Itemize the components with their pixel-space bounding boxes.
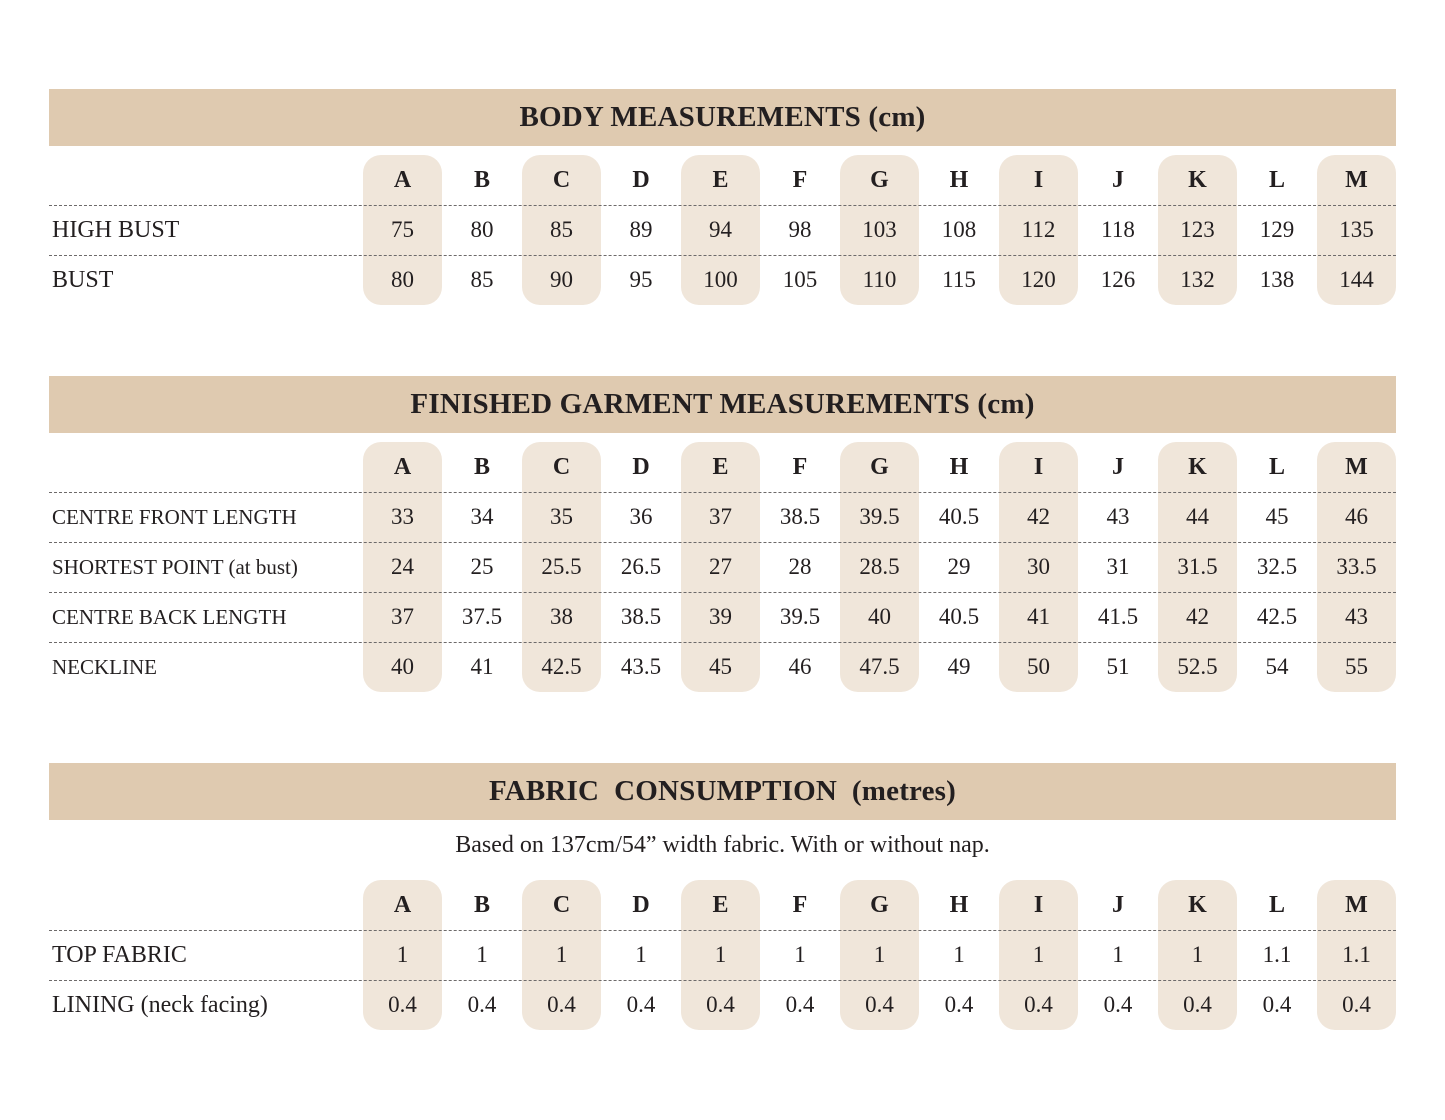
value-cell-shortest-point-g: 28.5	[859, 554, 900, 579]
size-header-f: F	[792, 891, 808, 918]
value-cell-shortest-point-a: 24	[391, 554, 414, 579]
value-cell-neckline-f: 46	[788, 654, 812, 679]
value-cell-lining-k: 0.4	[1183, 992, 1212, 1017]
value-cell-lining-b: 0.4	[467, 992, 497, 1017]
value-cell-high-bust-k: 123	[1180, 217, 1215, 242]
value-cell-centre-front-length-i: 42	[1027, 504, 1050, 529]
value-cell-bust-k: 132	[1180, 267, 1215, 292]
size-header-i: I	[1033, 891, 1044, 918]
value-cell-centre-back-length-b: 37.5	[461, 604, 503, 629]
value-cell-shortest-point-f: 28	[788, 554, 812, 579]
value-cell-top-fabric-b: 1	[476, 942, 488, 967]
value-cell-shortest-point-d: 26.5	[620, 554, 662, 579]
garment-measurements-title: FINISHED GARMENT MEASUREMENTS (cm)	[49, 376, 1396, 433]
value-cell-lining-f: 0.4	[785, 992, 815, 1017]
size-header-k: K	[1188, 891, 1207, 918]
value-cell-top-fabric-k: 1	[1191, 942, 1204, 967]
size-header-c: C	[552, 891, 571, 918]
value-cell-high-bust-d: 89	[629, 217, 653, 242]
value-cell-neckline-g: 47.5	[859, 654, 900, 679]
value-cell-neckline-a: 40	[391, 654, 414, 679]
size-header-d: D	[632, 891, 650, 918]
size-header-c: C	[552, 453, 571, 480]
value-cell-lining-e: 0.4	[706, 992, 735, 1017]
value-cell-top-fabric-a: 1	[396, 942, 409, 967]
size-header-e: E	[712, 166, 729, 193]
value-cell-shortest-point-h: 29	[947, 554, 971, 579]
value-cell-lining-m: 0.4	[1342, 992, 1371, 1017]
value-cell-bust-m: 144	[1339, 267, 1374, 292]
size-header-a: A	[393, 891, 412, 918]
size-header-l: L	[1268, 166, 1285, 193]
value-cell-centre-front-length-k: 44	[1186, 504, 1209, 529]
value-cell-lining-d: 0.4	[626, 992, 656, 1017]
size-header-k: K	[1188, 453, 1207, 480]
value-cell-high-bust-m: 135	[1339, 217, 1374, 242]
value-cell-lining-a: 0.4	[388, 992, 417, 1017]
value-cell-centre-front-length-c: 35	[550, 504, 573, 529]
size-header-c: C	[552, 166, 571, 193]
value-cell-centre-back-length-j: 41.5	[1097, 604, 1139, 629]
value-cell-top-fabric-d: 1	[635, 942, 647, 967]
value-cell-centre-back-length-m: 43	[1345, 604, 1368, 629]
value-cell-centre-front-length-j: 43	[1106, 504, 1130, 529]
value-cell-centre-front-length-m: 46	[1345, 504, 1368, 529]
size-header-j: J	[1112, 891, 1124, 918]
value-cell-top-fabric-m: 1.1	[1342, 942, 1371, 967]
value-cell-centre-back-length-e: 39	[709, 604, 732, 629]
value-cell-neckline-k: 52.5	[1177, 654, 1218, 679]
value-cell-top-fabric-j: 1	[1112, 942, 1124, 967]
value-cell-bust-e: 100	[703, 267, 738, 292]
value-cell-neckline-m: 55	[1345, 654, 1368, 679]
size-header-f: F	[792, 166, 808, 193]
value-cell-top-fabric-f: 1	[794, 942, 806, 967]
value-cell-bust-j: 126	[1100, 267, 1136, 292]
size-header-g: G	[870, 166, 889, 193]
value-cell-centre-front-length-d: 36	[629, 504, 653, 529]
size-header-a: A	[393, 166, 412, 193]
size-header-j: J	[1112, 453, 1124, 480]
value-cell-shortest-point-l: 32.5	[1256, 554, 1298, 579]
value-cell-top-fabric-e: 1	[714, 942, 727, 967]
value-cell-lining-h: 0.4	[944, 992, 974, 1017]
value-cell-neckline-j: 51	[1106, 654, 1130, 679]
value-cell-centre-front-length-h: 40.5	[938, 504, 980, 529]
value-cell-high-bust-b: 80	[470, 217, 494, 242]
value-cell-bust-h: 115	[942, 267, 976, 292]
size-header-m: M	[1345, 891, 1368, 918]
value-cell-neckline-i: 50	[1027, 654, 1050, 679]
row-label-lining: LINING (neck facing)	[52, 991, 268, 1018]
value-cell-high-bust-f: 98	[788, 217, 812, 242]
row-label-bust: BUST	[52, 266, 114, 293]
value-cell-high-bust-l: 129	[1259, 217, 1295, 242]
size-header-l: L	[1268, 891, 1285, 918]
row-label-high-bust: HIGH BUST	[52, 216, 180, 243]
size-header-h: H	[949, 891, 969, 918]
value-cell-neckline-e: 45	[709, 654, 732, 679]
value-cell-bust-g: 110	[862, 267, 897, 292]
size-header-b: B	[473, 891, 490, 918]
size-header-e: E	[712, 453, 729, 480]
value-cell-top-fabric-g: 1	[873, 942, 886, 967]
value-cell-top-fabric-c: 1	[555, 942, 568, 967]
value-cell-high-bust-i: 112	[1021, 217, 1056, 242]
value-cell-centre-front-length-e: 37	[709, 504, 732, 529]
value-cell-bust-d: 95	[629, 267, 653, 292]
size-header-a: A	[393, 453, 412, 480]
value-cell-shortest-point-e: 27	[709, 554, 732, 579]
value-cell-lining-i: 0.4	[1024, 992, 1053, 1017]
size-header-h: H	[949, 166, 969, 193]
value-cell-bust-c: 90	[550, 267, 573, 292]
size-header-m: M	[1345, 166, 1368, 193]
value-cell-centre-front-length-b: 34	[470, 504, 494, 529]
size-header-g: G	[870, 453, 889, 480]
size-header-e: E	[712, 891, 729, 918]
value-cell-centre-front-length-f: 38.5	[779, 504, 821, 529]
value-cell-top-fabric-l: 1.1	[1262, 942, 1292, 967]
value-cell-high-bust-g: 103	[862, 217, 897, 242]
value-cell-centre-front-length-a: 33	[391, 504, 414, 529]
row-label-centre-back-length: CENTRE BACK LENGTH	[52, 604, 287, 629]
row-label-centre-front-length: CENTRE FRONT LENGTH	[52, 504, 297, 529]
value-cell-high-bust-a: 75	[391, 217, 414, 242]
row-label-top-fabric: TOP FABRIC	[52, 941, 187, 968]
size-header-k: K	[1188, 166, 1207, 193]
value-cell-shortest-point-i: 30	[1027, 554, 1050, 579]
fabric-width-note: Based on 137cm/54” width fabric. With or without nap.	[455, 832, 990, 858]
value-cell-centre-front-length-l: 45	[1265, 504, 1289, 529]
value-cell-shortest-point-m: 33.5	[1336, 554, 1377, 579]
value-cell-centre-back-length-d: 38.5	[620, 604, 662, 629]
value-cell-high-bust-c: 85	[550, 217, 573, 242]
value-cell-shortest-point-k: 31.5	[1177, 554, 1218, 579]
value-cell-centre-back-length-f: 39.5	[779, 604, 821, 629]
value-cell-neckline-l: 54	[1265, 654, 1289, 679]
value-cell-neckline-b: 41	[470, 654, 494, 679]
size-header-h: H	[949, 453, 969, 480]
value-cell-centre-back-length-h: 40.5	[938, 604, 980, 629]
value-cell-bust-l: 138	[1259, 267, 1295, 292]
value-cell-bust-i: 120	[1021, 267, 1056, 292]
value-cell-lining-g: 0.4	[865, 992, 894, 1017]
size-header-m: M	[1345, 453, 1368, 480]
value-cell-bust-f: 105	[782, 267, 818, 292]
value-cell-centre-back-length-c: 38	[550, 604, 573, 629]
value-cell-neckline-c: 42.5	[541, 654, 582, 679]
value-cell-high-bust-h: 108	[941, 217, 977, 242]
size-header-i: I	[1033, 166, 1044, 193]
value-cell-lining-j: 0.4	[1103, 992, 1133, 1017]
value-cell-centre-back-length-a: 37	[391, 604, 414, 629]
value-cell-lining-l: 0.4	[1262, 992, 1292, 1017]
size-header-b: B	[473, 166, 490, 193]
size-header-i: I	[1033, 453, 1044, 480]
value-cell-centre-back-length-i: 41	[1027, 604, 1050, 629]
value-cell-centre-back-length-l: 42.5	[1256, 604, 1298, 629]
value-cell-high-bust-e: 94	[709, 217, 732, 242]
row-label-neckline: NECKLINE	[52, 654, 157, 679]
value-cell-centre-front-length-g: 39.5	[859, 504, 900, 529]
value-cell-bust-b: 85	[470, 267, 494, 292]
value-cell-top-fabric-h: 1	[953, 942, 965, 967]
value-cell-shortest-point-b: 25	[470, 554, 494, 579]
size-header-f: F	[792, 453, 808, 480]
value-cell-high-bust-j: 118	[1101, 217, 1135, 242]
value-cell-neckline-h: 49	[947, 654, 971, 679]
value-cell-shortest-point-j: 31	[1106, 554, 1130, 579]
value-cell-centre-back-length-k: 42	[1186, 604, 1209, 629]
size-header-b: B	[473, 453, 490, 480]
size-header-d: D	[632, 166, 650, 193]
body-measurements-title: BODY MEASUREMENTS (cm)	[49, 89, 1396, 146]
value-cell-centre-back-length-g: 40	[868, 604, 891, 629]
size-header-d: D	[632, 453, 650, 480]
row-label-shortest-point: SHORTEST POINT (at bust)	[52, 554, 298, 579]
size-header-j: J	[1112, 166, 1124, 193]
value-cell-top-fabric-i: 1	[1032, 942, 1045, 967]
value-cell-shortest-point-c: 25.5	[541, 554, 582, 579]
value-cell-lining-c: 0.4	[547, 992, 576, 1017]
fabric-consumption-title: FABRIC CONSUMPTION (metres)	[49, 763, 1396, 820]
size-header-g: G	[870, 891, 889, 918]
value-cell-bust-a: 80	[391, 267, 414, 292]
size-header-l: L	[1268, 453, 1285, 480]
value-cell-neckline-d: 43.5	[620, 654, 662, 679]
